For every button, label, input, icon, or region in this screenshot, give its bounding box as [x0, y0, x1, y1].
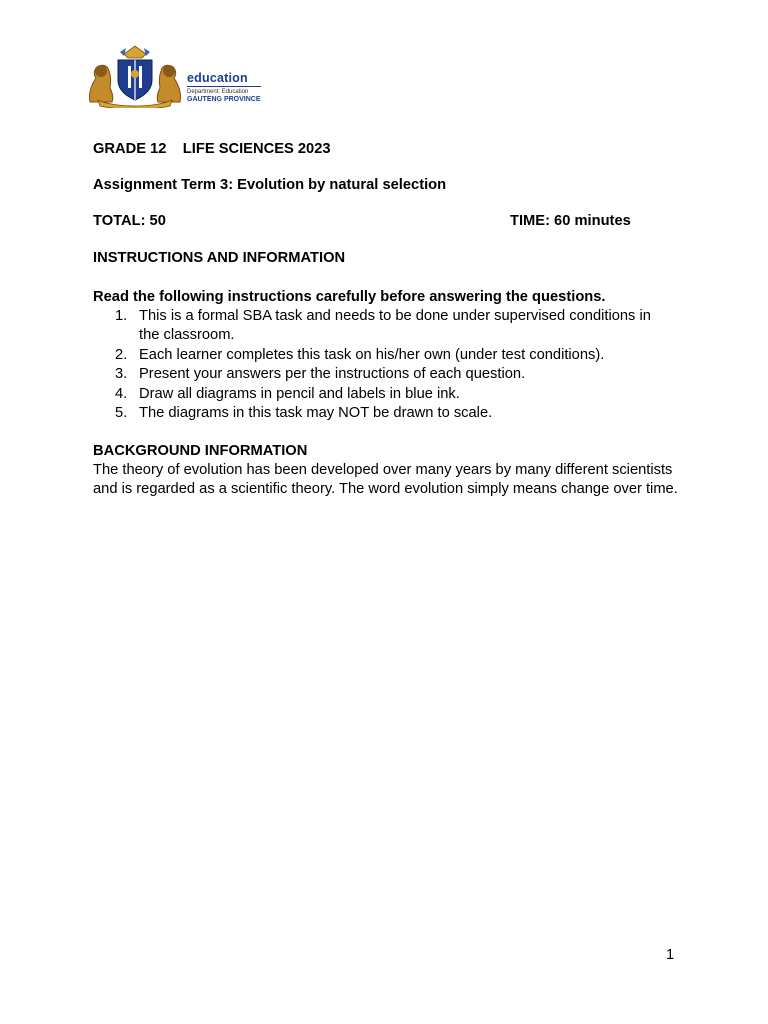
- list-item-text: The diagrams in this task may NOT be drawn to scale.: [139, 405, 493, 422]
- list-item: [93, 307, 673, 346]
- list-item-number: 4.: [115, 385, 128, 402]
- total-marks: TOTAL: 50: [93, 213, 166, 229]
- instructions-lead: Read the following instructions carefully before answering the questions.: [93, 289, 606, 305]
- list-item-text: Each learner completes this task on his/her own (under test conditions).: [139, 346, 605, 363]
- instructions-list: [93, 307, 673, 423]
- instructions-heading: INSTRUCTIONS AND INFORMATION: [93, 250, 346, 266]
- list-item-text: Draw all diagrams in pencil and labels in blue ink.: [139, 385, 460, 402]
- subject-label: LIFE SCIENCES 2023: [182, 141, 331, 157]
- background-heading: BACKGROUND INFORMATION: [93, 443, 308, 459]
- list-item-text: This is a formal SBA task and needs to be done under supervised conditions in the classroom.: [139, 308, 651, 344]
- list-item: [93, 385, 673, 404]
- list-item-number: 2.: [115, 346, 128, 363]
- list-item-text: Present your answers per the instructions of each question.: [139, 366, 526, 383]
- logo-province: GAUTENG PROVINCE: [187, 96, 261, 103]
- grade-subject-line: [93, 140, 331, 159]
- logo-text-block: [187, 72, 271, 104]
- background-paragraph: The theory of evolution has been developed over many years by many different scientists and is regarded as a scientific theory. The word evolution simply means change over time.: [93, 462, 678, 498]
- assignment-title: Assignment Term 3: Evolution by natural selection: [93, 177, 447, 193]
- list-item-number: 5.: [115, 405, 128, 422]
- page-number: 1: [666, 947, 675, 963]
- list-item: [93, 346, 673, 365]
- gauteng-education-logo: [84, 44, 270, 108]
- list-item-number: 1.: [115, 308, 128, 324]
- coat-of-arms-icon: [84, 44, 186, 108]
- logo-rule: [187, 86, 261, 87]
- list-item-number: 3.: [115, 366, 128, 383]
- time-allowed: TIME: 60 minutes: [510, 213, 631, 229]
- logo-department: Department: Education: [187, 89, 249, 95]
- logo-wordmark: education: [187, 71, 248, 85]
- list-item: [93, 404, 673, 423]
- grade-label: GRADE 12: [93, 141, 167, 157]
- list-item: [93, 365, 673, 384]
